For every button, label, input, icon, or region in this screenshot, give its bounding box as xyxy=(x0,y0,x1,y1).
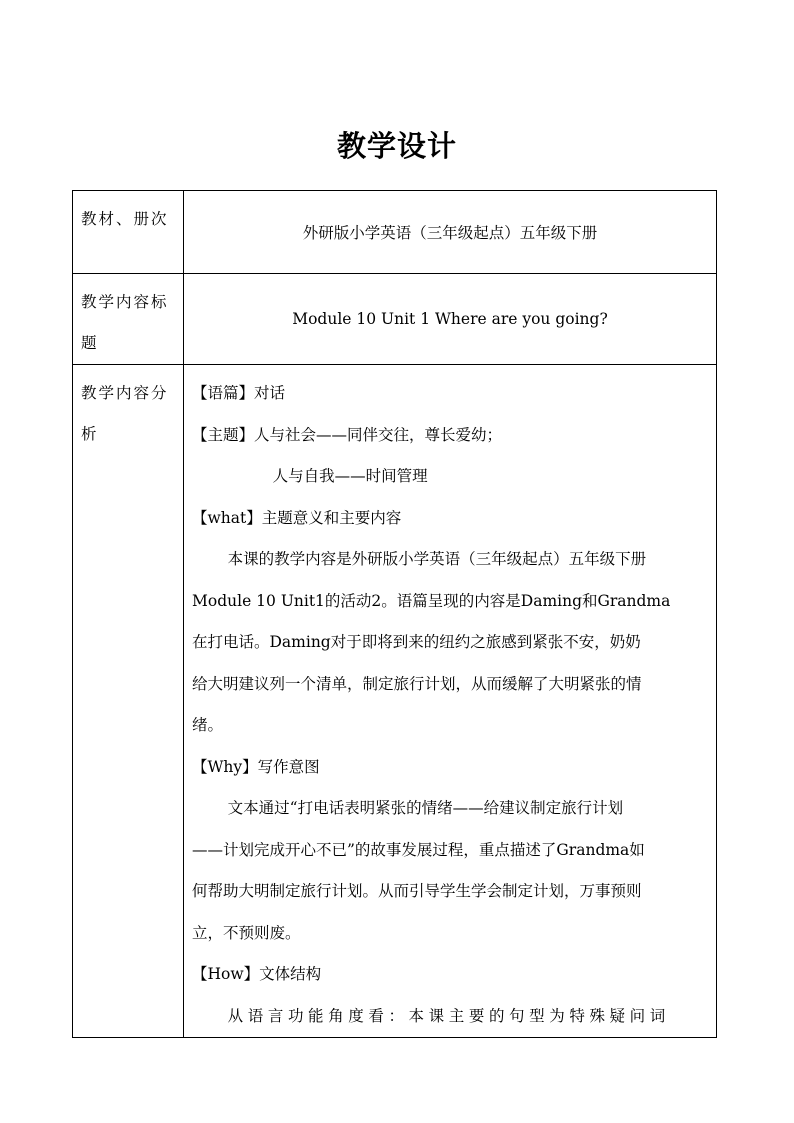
paragraph-line: 何帮助大明制定旅行计划。从而引导学生学会制定计划，万事预则 xyxy=(192,882,642,900)
analysis-content xyxy=(184,365,717,1038)
what-paragraph xyxy=(192,539,710,747)
table-row xyxy=(73,274,717,365)
row-label-material: 教材、册次 xyxy=(73,191,184,274)
document-title: 教学设计 xyxy=(336,129,457,163)
what-heading: 【what】主题意义和主要内容 xyxy=(192,508,402,527)
lesson-design-table xyxy=(72,190,717,1038)
paragraph-line: 立，不预则废。 xyxy=(192,923,301,942)
paragraph-line: 从语言功能角度看：本课主要的句型为特殊疑问词 xyxy=(227,1006,670,1025)
paragraph-line: 在打电话。Daming对于即将到来的纽约之旅感到紧张不安，奶奶 xyxy=(192,633,641,651)
paragraph-line: 本课的教学内容是外研版小学英语（三年级起点）五年级下册 xyxy=(227,550,647,568)
theme-subline: 人与自我——时间管理 xyxy=(272,467,428,485)
table-row xyxy=(73,191,717,274)
lesson-title-value: Module 10 Unit 1 Where are you going? xyxy=(184,274,717,365)
theme-line: 【主题】人与社会——同伴交往，尊长爱幼； xyxy=(192,425,503,444)
paragraph-line: ——计划完成开心不已”的故事发展过程，重点描述了Grandma如 xyxy=(192,840,645,859)
paragraph-line: 给大明建议列一个清单，制定旅行计划，从而缓解了大明紧张的情 xyxy=(192,674,642,693)
why-heading: 【Why】写作意图 xyxy=(192,757,320,776)
row-label-lesson-title: 教学内容标题 xyxy=(73,274,184,365)
row-label-analysis: 教学内容分析 xyxy=(73,365,184,1038)
how-heading: 【How】文体结构 xyxy=(192,965,322,983)
table-row xyxy=(73,365,717,1038)
paragraph-line: 绪。 xyxy=(192,716,224,734)
paragraph-line: Module 10 Unit1的活动2。语篇呈现的内容是Daming和Grandma xyxy=(192,591,671,610)
paragraph-line: 文本通过“打电话表明紧张的情绪——给建议制定旅行计划 xyxy=(227,799,624,817)
why-paragraph xyxy=(192,788,710,954)
genre-line: 【语篇】对话 xyxy=(192,384,286,402)
material-value: 外研版小学英语（三年级起点）五年级下册 xyxy=(184,191,717,274)
how-paragraph xyxy=(192,996,710,1038)
